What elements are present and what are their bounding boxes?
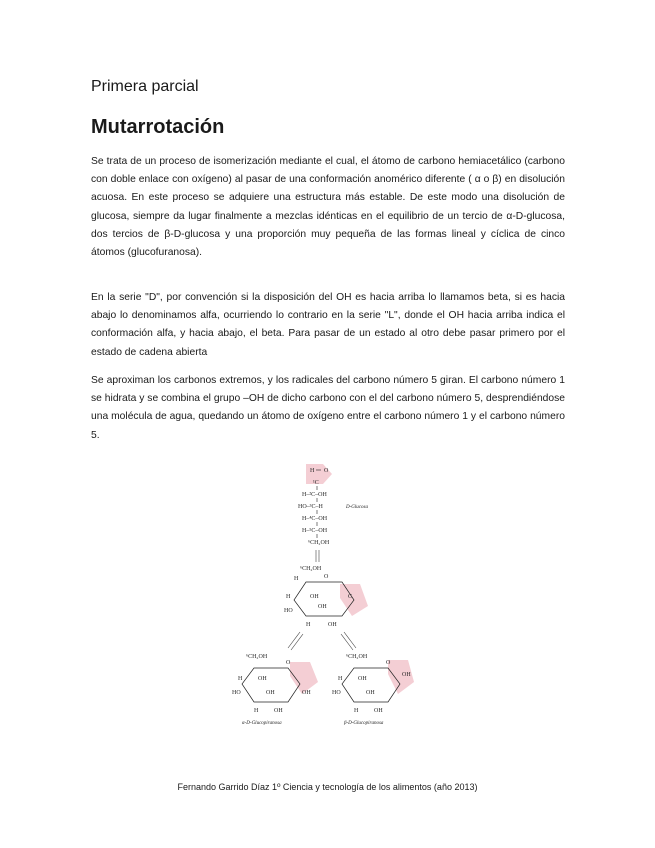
beta-oh1: OH: [358, 676, 367, 682]
paragraph-1: Se trata de un proceso de isomerización mediante el cual, el átomo de carbono hemiacetálico (carbono con doble enlace con oxígeno) al pasar de una conformación anomérico diferente ( α o β) en disolución acuosa. En este proceso se adquiere una estructura más estable. De este modo una disolución de glucosa, siempre da lugar finalmente a mezclas idénticas en el equilibrio de un tercio de α-D-glucosa, dos tercios de β-D-glucosa y una proporción muy pequeña de las formas lineal y cíclica de cinco átomos (glucofuranosa).: [91, 156, 565, 259]
chain-c1: ¹C: [313, 480, 319, 486]
alpha-oh2: OH: [266, 690, 275, 696]
beta-oh3: OH: [402, 672, 411, 678]
ring-mid-oh1: OH: [310, 594, 319, 600]
alpha-h1: H: [238, 676, 243, 682]
alpha-ho: HO: [232, 690, 241, 696]
beta-ho: HO: [332, 690, 341, 696]
equilibrium-arrows-anomers: [288, 632, 356, 650]
ring-mid-c: C: [348, 594, 353, 600]
ring-mid-h2: H: [286, 594, 291, 600]
ring-mid-o: O: [324, 574, 329, 580]
chain-c6: ⁶CH₂OH: [308, 540, 330, 546]
chain-c2: H–²C–OH: [302, 492, 327, 498]
paragraph-3: Se aproximan los carbonos extremos, y los radicales del carbono número 5 giran. El carbono número 1 se hidrata y se combina el grupo –OH de dicho carbono con el del carbono número 5, desprendiéndose una molécula de agua, quedando un átomo de oxígeno entre el carbono número 1 y el carbono número 5.: [91, 375, 565, 441]
chain-c1-o: O: [324, 468, 329, 474]
mutarotation-diagram-svg: [228, 458, 438, 730]
alpha-h2: H: [254, 708, 259, 714]
beta-oh4: OH: [374, 708, 383, 714]
ring-mid-oh3: OH: [328, 622, 337, 628]
paragraph-2: En la serie "D", por convención si la disposición del OH es hacia arriba lo llamamos beta, si es hacia abajo lo denominamos alfa, ocurriendo lo contrario en la serie "L", donde el OH hacia arriba indica el conformación alfa, y hacia abajo, el beta. Para pasar de un estado al otro debe pasar primero por el estado de cadena abierta: [91, 292, 565, 358]
alpha-oh3: OH: [302, 690, 311, 696]
linear-label: D-Glucosa: [346, 505, 368, 510]
alpha-caption: α-D-Glucopiranosa: [242, 721, 282, 726]
page-title: Mutarrotación: [91, 116, 225, 138]
ring-mid-oh2: OH: [318, 604, 327, 610]
chain-c1-h: H: [310, 468, 315, 474]
page-footer: Fernando Garrido Díaz 1º Ciencia y tecnología de los alimentos (año 2013): [177, 782, 478, 792]
chain-c5: H–⁵C–OH: [302, 528, 328, 534]
beta-caption: β-D-Glucopiranosa: [344, 721, 384, 726]
ring-mid-ho: HO: [284, 608, 293, 614]
equilibrium-arrow-down: [316, 550, 319, 562]
beta-h1: H: [338, 676, 343, 682]
section-subtitle: Primera parcial: [91, 78, 199, 95]
ring-mid-h1: H: [294, 576, 299, 582]
highlight-c1-linear: [306, 464, 332, 484]
ring-mid-h3: H: [306, 622, 311, 628]
mutarotation-diagram: [228, 458, 438, 730]
alpha-oh4: OH: [274, 708, 283, 714]
beta-oh2: OH: [366, 690, 375, 696]
beta-ch2oh: ⁶CH₂OH: [346, 654, 368, 660]
alpha-oh1: OH: [258, 676, 267, 682]
alpha-o: O: [286, 660, 291, 666]
ring-mid-ch2oh: ⁶CH₂OH: [300, 566, 322, 572]
chain-c4: H–⁴C–OH: [302, 516, 328, 522]
chain-c3: HO–³C–H: [298, 504, 323, 510]
alpha-ch2oh: ⁶CH₂OH: [246, 654, 268, 660]
beta-o: O: [386, 660, 391, 666]
beta-h2: H: [354, 708, 359, 714]
